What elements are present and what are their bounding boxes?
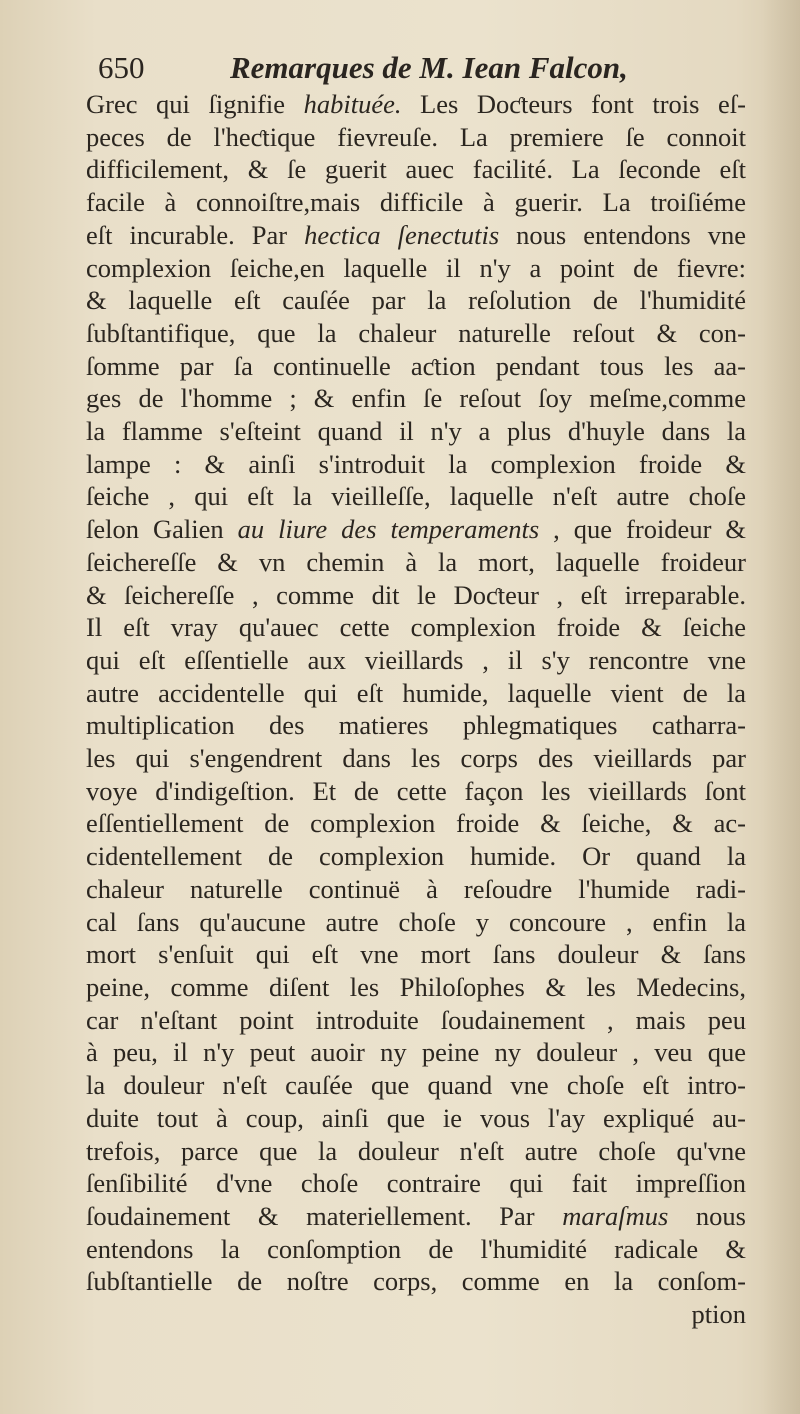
text-line-content: eſſentiellement de complexion froide & ſeiche, & ac- — [86, 808, 746, 839]
text-line-content: ption — [691, 1299, 746, 1330]
text-line-content: qui eſt eſſentielle aux vieillards , il s'y rencontre vne — [86, 644, 746, 675]
text-line — [86, 579, 746, 612]
text-line — [86, 1298, 746, 1331]
text-line-continuation: nous entendons vne — [499, 219, 746, 250]
text-line — [86, 906, 746, 939]
text-line-content: les qui s'engendrent dans les corps des vieillards par — [86, 743, 746, 774]
italic-term: hectica ſenectutis — [304, 219, 500, 250]
italic-term: maraſmus — [562, 1200, 669, 1231]
text-line — [86, 1233, 746, 1266]
running-title: Remarques de M. Iean Falcon, — [230, 50, 628, 85]
text-line-content: & laquelle eſt cauſée par la reſolution de l'humidité — [86, 285, 746, 316]
text-line — [86, 252, 746, 285]
italic-term: habituée. — [303, 89, 402, 119]
text-line-content: la douleur n'eſt cauſée que quand vne choſe eſt intro- — [86, 1070, 746, 1101]
text-line-content: cal ſans qu'aucune autre choſe y concoure , enfin la — [86, 906, 746, 937]
text-line-content: ſelon Galien — [86, 514, 238, 545]
text-line — [86, 284, 746, 317]
text-line-continuation: Les Doƈteurs font trois eſ- — [401, 89, 746, 119]
text-line — [86, 513, 746, 546]
text-line — [86, 742, 746, 775]
text-line-content: car n'eſtant point introduite ſoudainement , mais peu — [86, 1004, 746, 1035]
text-line-content: chaleur naturelle continuë à reſoudre l'humide radi- — [86, 873, 746, 904]
text-line — [86, 1004, 746, 1037]
text-line-content: eſt incurable. Par — [86, 219, 305, 250]
text-line — [86, 415, 746, 448]
text-line — [86, 186, 746, 219]
text-line — [86, 1069, 746, 1102]
text-line — [86, 382, 746, 415]
text-line — [86, 775, 746, 808]
text-line-content: cidentellement de complexion humide. Or quand la — [86, 841, 746, 872]
text-line — [86, 1200, 746, 1233]
text-line-content: trefois, parce que la douleur n'eſt autre choſe qu'vne — [86, 1135, 746, 1166]
text-line-content: Il eſt vray qu'auec cette complexion froide & ſeiche — [86, 612, 746, 643]
text-line-content: ſubſtantielle de noſtre corps, comme en la conſom- — [86, 1266, 746, 1297]
text-line-content: voye d'indigeſtion. Et de cette façon les vieillards ſont — [86, 775, 746, 806]
text-line-content: ſoudainement & materiellement. Par — [86, 1200, 563, 1231]
text-line — [86, 153, 746, 186]
text-line — [86, 350, 746, 383]
text-line — [86, 317, 746, 350]
text-line-content: entendons la conſomption de l'humidité radicale & — [86, 1233, 746, 1264]
page-number: 650 — [98, 50, 145, 85]
text-line-content: facile à connoiſtre,mais difficile à guerir. La troiſiéme — [86, 187, 746, 218]
text-line — [86, 677, 746, 710]
text-line — [86, 840, 746, 873]
text-line — [86, 1167, 746, 1200]
text-line-content: ges de l'homme ; & enfin ſe reſout ſoy meſme,comme — [86, 383, 746, 414]
text-line — [86, 644, 746, 677]
text-line-content: ſeiche , qui eſt la vieilleſſe, laquelle n'eſt autre choſe — [86, 481, 746, 512]
text-line — [86, 971, 746, 1004]
text-line — [86, 807, 746, 840]
text-line-content: multiplication des matieres phlegmatiques catharra- — [86, 710, 746, 741]
text-line-content: à peu, il n'y peut auoir ny peine ny douleur , veu que — [86, 1037, 746, 1068]
text-line — [86, 709, 746, 742]
text-line-content: ſeichereſſe & vn chemin à la mort, laquelle froideur — [86, 546, 746, 577]
text-line-content: la flamme s'eſteint quand il n'y a plus d'huyle dans la — [86, 416, 746, 447]
text-line-content: Grec qui ſignifie — [86, 89, 304, 119]
text-line — [86, 938, 746, 971]
text-line-content: lampe : & ainſi s'introduit la complexion froide & — [86, 448, 746, 479]
text-line — [86, 121, 746, 154]
text-line-continuation: nous — [668, 1200, 746, 1231]
text-line-content: difficilement, & ſe guerit auec facilité. La ſeconde eſt — [86, 154, 746, 185]
text-line-continuation: , que froideur & — [539, 514, 746, 545]
body-text — [86, 88, 746, 1331]
text-line — [86, 873, 746, 906]
text-line — [86, 1036, 746, 1069]
text-line-content: ſenſibilité d'vne choſe contraire qui fait impreſſion — [86, 1168, 746, 1199]
text-line — [86, 1265, 746, 1298]
text-line-content: mort s'enſuit qui eſt vne mort ſans douleur & ſans — [86, 939, 746, 970]
page-edge-shadow — [762, 0, 800, 1414]
text-line — [86, 1135, 746, 1168]
italic-term: au liure des temperaments — [237, 514, 540, 545]
text-line-content: autre accidentelle qui eſt humide, laquelle vient de la — [86, 677, 746, 708]
text-line-content: & ſeichereſſe , comme dit le Doƈteur , eſt irreparable. — [86, 579, 746, 610]
text-line-content: ſubſtantifique, que la chaleur naturelle reſout & con- — [86, 317, 746, 348]
text-line-content: duite tout à coup, ainſi que ie vous l'ay expliqué au- — [86, 1102, 746, 1133]
text-line — [86, 88, 746, 121]
text-line — [86, 611, 746, 644]
page-header — [98, 46, 738, 92]
text-line-content: ſomme par ſa continuelle aƈtion pendant tous les aa- — [86, 350, 746, 381]
text-line-content: peces de l'heƈtique fievreuſe. La premiere ſe connoit — [86, 121, 746, 152]
text-line-content: peine, comme diſent les Philoſophes & les Medecins, — [86, 971, 746, 1002]
text-line — [86, 480, 746, 513]
text-line — [86, 1102, 746, 1135]
text-line — [86, 546, 746, 579]
text-line — [86, 448, 746, 481]
text-line — [86, 219, 746, 252]
text-line-content: complexion ſeiche,en laquelle il n'y a point de fievre: — [86, 252, 746, 283]
